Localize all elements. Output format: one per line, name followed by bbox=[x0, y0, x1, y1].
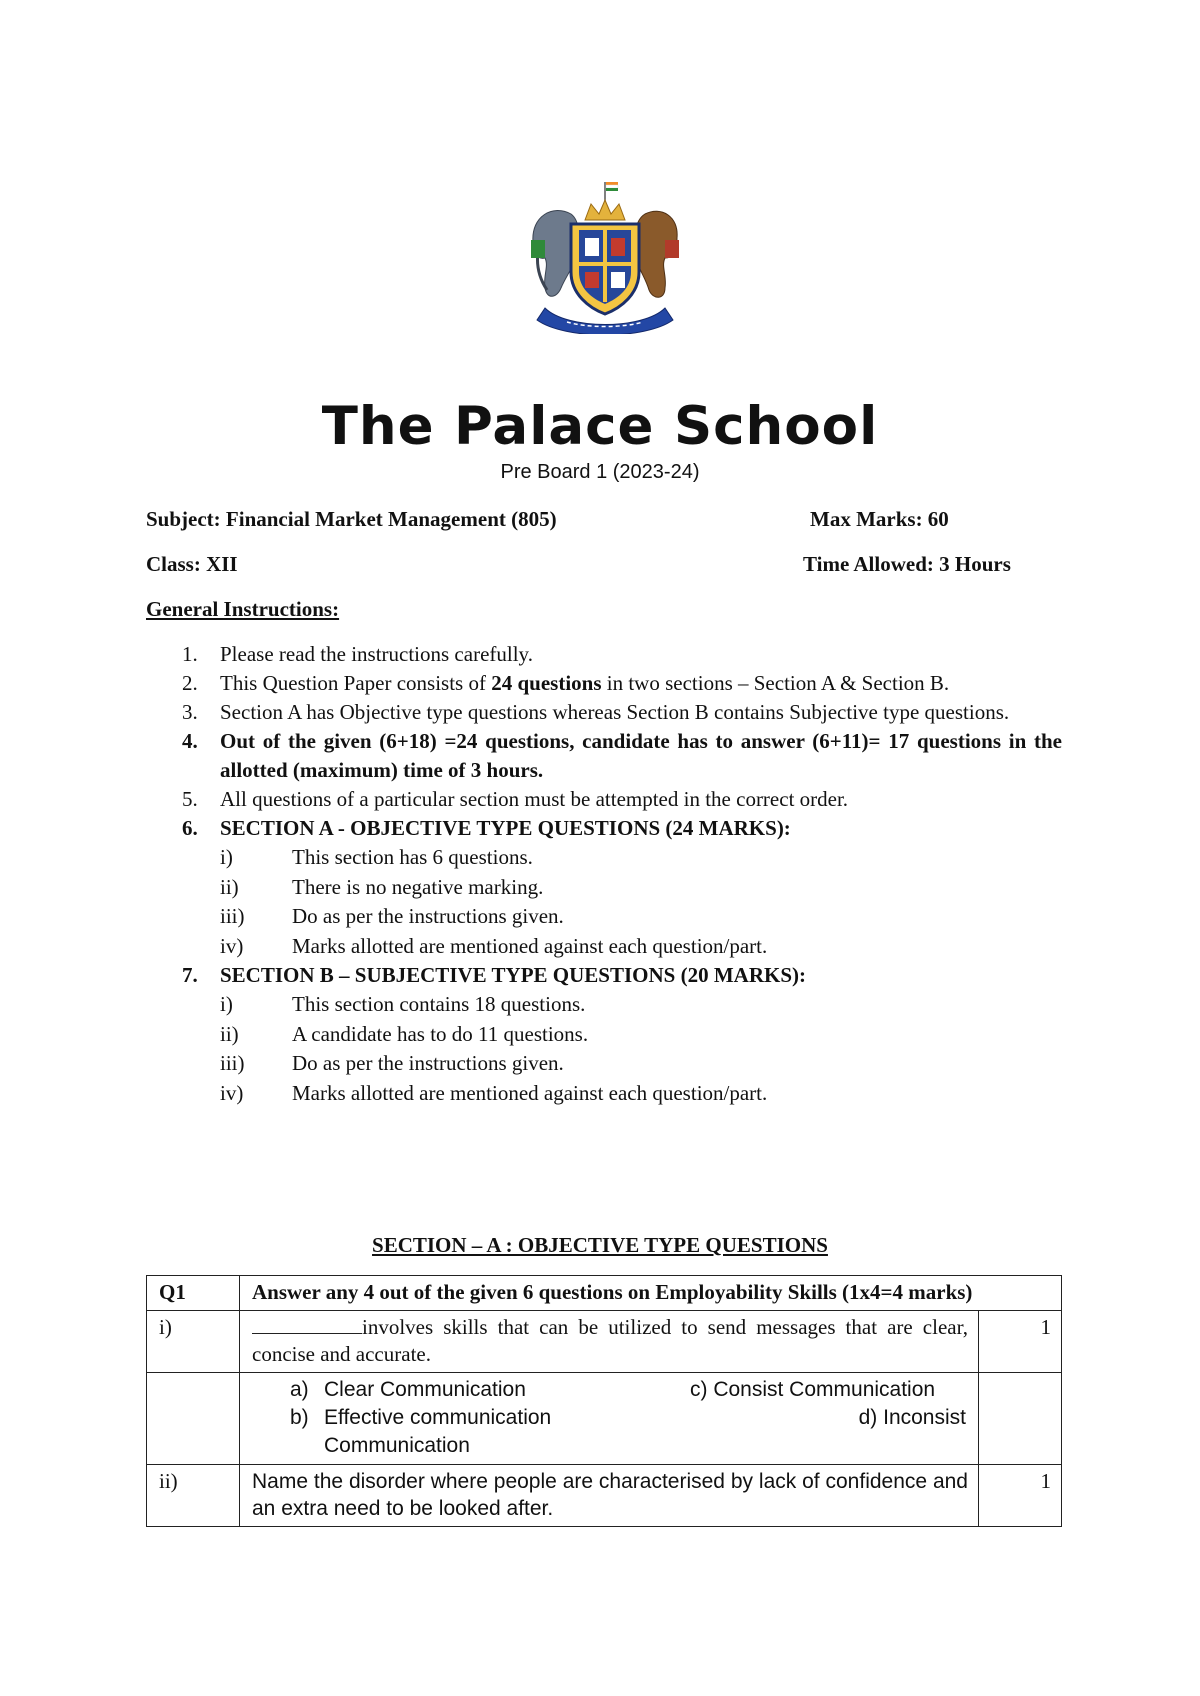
sub-instruction-text: This section contains 18 questions. bbox=[292, 992, 586, 1016]
sub-instruction bbox=[146, 843, 1062, 873]
sub-instruction bbox=[146, 873, 1062, 903]
instruction-number: 4. bbox=[182, 729, 198, 753]
option-c: c) Consist Communication bbox=[690, 1378, 936, 1401]
exam-title: Pre Board 1 (2023-24) bbox=[500, 461, 700, 483]
table-row bbox=[147, 1465, 1062, 1527]
roman-numeral: i) bbox=[220, 992, 233, 1016]
question-text-cell bbox=[240, 1311, 979, 1373]
fill-in-blank bbox=[252, 1315, 362, 1334]
sub-instruction bbox=[146, 902, 1062, 932]
roman-numeral: ii) bbox=[220, 1021, 239, 1046]
instructions-list bbox=[146, 640, 1062, 1108]
sub-instruction-text: Do as per the instructions given. bbox=[292, 904, 564, 928]
roman-numeral: iii) bbox=[220, 904, 245, 928]
sub-instruction bbox=[146, 1049, 1062, 1079]
option-d-continuation: Communication bbox=[324, 1434, 470, 1457]
roman-numeral: iv) bbox=[220, 1080, 244, 1105]
sub-instruction bbox=[146, 990, 1062, 1020]
table-row bbox=[147, 1311, 1062, 1373]
option-d: d) Inconsist bbox=[858, 1406, 966, 1429]
school-name: The Palace School bbox=[321, 396, 879, 457]
instruction-text: All questions of a particular section must be attempted in the correct order. bbox=[220, 787, 849, 811]
instruction-bold-text: 24 questions bbox=[491, 671, 602, 695]
sub-instruction-text: A candidate has to do 11 questions. bbox=[292, 1021, 589, 1046]
instruction-text: SECTION B – SUBJECTIVE TYPE QUESTIONS (20 MARKS): bbox=[220, 963, 806, 987]
instruction-text: Out of the given (6+18) =24 questions, candidate has to answer (6+11)= 17 questions in the allotted (maximum) time of 3 hours. bbox=[220, 729, 1062, 782]
instruction-number: 6. bbox=[182, 816, 198, 840]
school-crest-logo bbox=[527, 180, 683, 334]
marks-cell: 1 bbox=[979, 1465, 1062, 1527]
instruction-text: This Question Paper consists of bbox=[220, 671, 492, 695]
instruction-number: 7. bbox=[182, 963, 198, 987]
options-cell bbox=[240, 1373, 979, 1465]
instruction-number: 1. bbox=[182, 642, 198, 666]
instruction-number: 5. bbox=[182, 787, 198, 811]
sub-instruction bbox=[146, 1020, 1062, 1050]
question-text: Name the disorder where people are characterised by lack of confidence and an extra need to be looked after. bbox=[240, 1465, 979, 1527]
time-allowed: Time Allowed: 3 Hours bbox=[803, 552, 1011, 576]
sub-instruction-text: Marks allotted are mentioned against each question/part. bbox=[292, 933, 768, 958]
roman-numeral: ii) bbox=[220, 874, 239, 899]
table-row bbox=[147, 1276, 1062, 1311]
roman-numeral: iv) bbox=[220, 933, 244, 958]
instruction-item bbox=[146, 669, 1062, 698]
instruction-number: 3. bbox=[182, 700, 198, 724]
roman-numeral: i) bbox=[220, 845, 233, 869]
option-a-label: a) bbox=[290, 1378, 309, 1401]
sub-instruction bbox=[146, 932, 1062, 962]
empty-cell bbox=[979, 1373, 1062, 1465]
instruction-item bbox=[146, 785, 1062, 814]
instruction-item bbox=[146, 698, 1062, 727]
instruction-text: in two sections – Section A & Section B. bbox=[601, 671, 950, 695]
subject-line: Subject: Financial Market Management (805) bbox=[146, 507, 557, 531]
sub-instruction-text: Marks allotted are mentioned against each question/part. bbox=[292, 1080, 768, 1105]
instruction-item bbox=[146, 961, 1062, 990]
instruction-text: Please read the instructions carefully. bbox=[220, 642, 533, 666]
instruction-item bbox=[146, 727, 1062, 785]
general-instructions-heading: General Instructions: bbox=[146, 597, 340, 621]
section-a-heading: SECTION – A : OBJECTIVE TYPE QUESTIONS bbox=[372, 1233, 828, 1257]
instruction-item bbox=[146, 814, 1062, 843]
question-number: i) bbox=[147, 1311, 240, 1373]
class-line: Class: XII bbox=[146, 552, 238, 576]
question-heading: Answer any 4 out of the given 6 questions on Employability Skills (1x4=4 marks) bbox=[240, 1276, 1062, 1311]
question-text: involves skills that can be utilized to send messages that are clear, concise and accurate. bbox=[252, 1315, 968, 1366]
question-number: Q1 bbox=[147, 1276, 240, 1311]
sub-instruction-text: This section has 6 questions. bbox=[292, 845, 533, 869]
instruction-item bbox=[146, 640, 1062, 669]
instruction-text: Section A has Objective type questions whereas Section B contains Subjective type questions. bbox=[220, 700, 1010, 724]
empty-cell bbox=[147, 1373, 240, 1465]
table-row bbox=[147, 1373, 1062, 1465]
option-b: Effective communication bbox=[324, 1406, 552, 1429]
options-list bbox=[252, 1376, 968, 1460]
marks-cell: 1 bbox=[979, 1311, 1062, 1373]
instruction-text: SECTION A - OBJECTIVE TYPE QUESTIONS (24 MARKS): bbox=[220, 816, 791, 840]
option-a: Clear Communication bbox=[324, 1378, 526, 1401]
option-b-label: b) bbox=[290, 1406, 309, 1429]
sub-instruction-text: There is no negative marking. bbox=[292, 874, 544, 899]
max-marks: Max Marks: 60 bbox=[810, 507, 949, 531]
questions-table bbox=[146, 1275, 1062, 1527]
sub-instruction-text: Do as per the instructions given. bbox=[292, 1051, 564, 1075]
instruction-number: 2. bbox=[182, 671, 198, 695]
sub-instruction bbox=[146, 1079, 1062, 1109]
question-number: ii) bbox=[147, 1465, 240, 1527]
roman-numeral: iii) bbox=[220, 1051, 245, 1075]
